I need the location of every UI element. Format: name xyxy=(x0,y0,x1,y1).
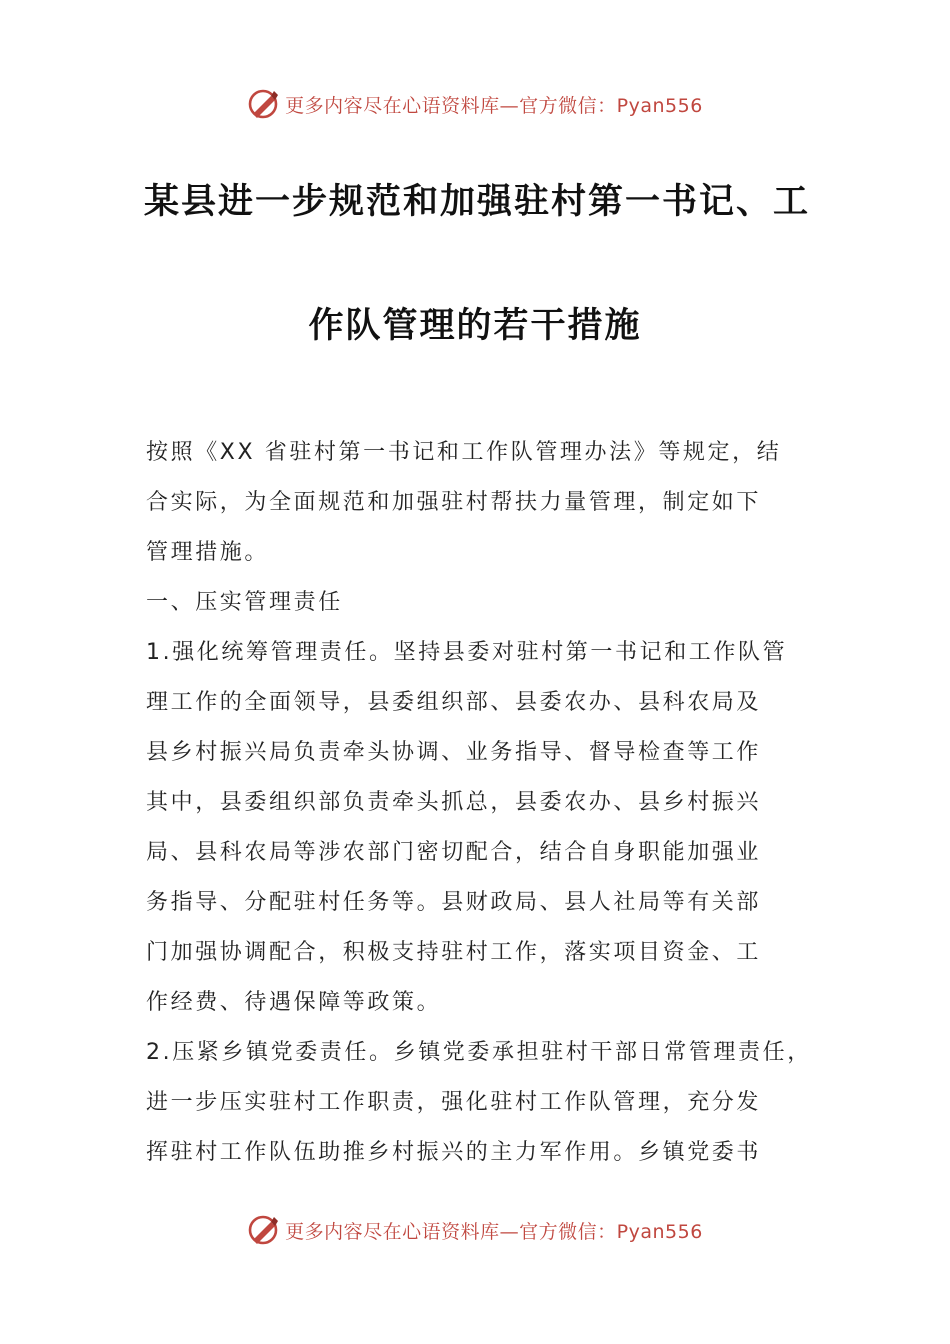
section-heading: 一、压实管理责任 xyxy=(146,590,343,615)
body-line: 作经费、待遇保障等政策。 xyxy=(146,990,442,1015)
body-line: 挥驻村工作队伍助推乡村振兴的主力军作用。乡镇党委书 xyxy=(146,1140,762,1165)
watermark-text: 更多内容尽在心语资料库—官方微信：Pyan556 xyxy=(285,1220,703,1243)
document-title-line-1: 某县进一步规范和加强驻村第一书记、工 xyxy=(143,181,810,222)
watermark-text: 更多内容尽在心语资料库—官方微信：Pyan556 xyxy=(285,94,703,117)
pen-logo-icon xyxy=(247,1213,281,1247)
body-line: 县乡村振兴局负责牵头协调、业务指导、督导检查等工作 xyxy=(146,740,762,765)
body-line: 按照《XX 省驻村第一书记和工作队管理办法》等规定，结 xyxy=(146,440,782,465)
body-line: 1.强化统筹管理责任。坚持县委对驻村第一书记和工作队管 xyxy=(146,640,788,665)
body-line: 门加强协调配合，积极支持驻村工作，落实项目资金、工 xyxy=(146,940,762,965)
body-line: 其中，县委组织部负责牵头抓总，县委农办、县乡村振兴 xyxy=(146,790,762,815)
body-line: 理工作的全面领导，县委组织部、县委农办、县科农局及 xyxy=(146,690,762,715)
body-line: 进一步压实驻村工作职责，强化驻村工作队管理，充分发 xyxy=(146,1090,762,1115)
body-line: 局、县科农局等涉农部门密切配合，结合自身职能加强业 xyxy=(146,840,762,865)
body-line: 2.压紧乡镇党委责任。乡镇党委承担驻村干部日常管理责任， xyxy=(146,1040,812,1065)
body-line: 务指导、分配驻村任务等。县财政局、县人社局等有关部 xyxy=(146,890,762,915)
document-title-line-2: 作队管理的若干措施 xyxy=(308,305,642,346)
document-body xyxy=(146,428,811,1178)
body-line: 合实际，为全面规范和加强驻村帮扶力量管理，制定如下 xyxy=(146,490,762,515)
body-line: 管理措施。 xyxy=(146,540,270,565)
watermark-banner-bottom xyxy=(0,1208,950,1252)
watermark-banner-top xyxy=(0,82,950,126)
pen-logo-icon xyxy=(247,87,281,121)
